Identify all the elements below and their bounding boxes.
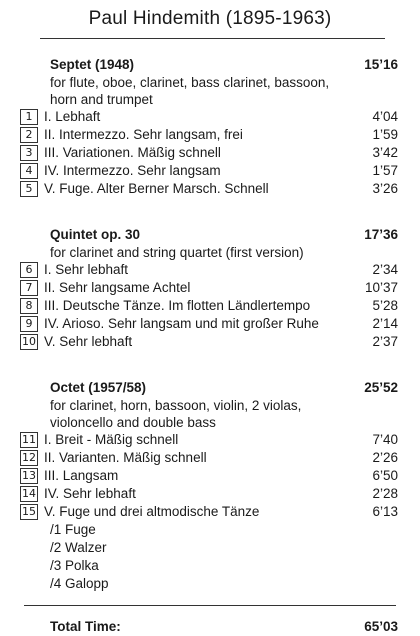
track-row[interactable] [20, 503, 400, 521]
total-time-row [20, 618, 400, 636]
total-divider [24, 605, 396, 606]
track-row[interactable] [20, 485, 400, 503]
work-instrumentation: horn and trumpet [50, 92, 153, 107]
track-duration: 1’57 [372, 163, 398, 178]
track-number: 10 [22, 335, 36, 348]
track-title: II. Intermezzo. Sehr langsam, frei [44, 127, 243, 142]
track-title: IV. Sehr lebhaft [44, 486, 136, 501]
track-duration: 6’50 [372, 468, 398, 483]
sub-movement: /1 Fuge [50, 522, 96, 537]
track-duration: 7’40 [372, 432, 398, 447]
work-instrumentation: for flute, oboe, clarinet, bass clarinet, bassoon, [50, 75, 330, 90]
work-duration: 25’52 [364, 380, 398, 395]
track-title: II. Varianten. Mäßig schnell [44, 450, 207, 465]
title-divider [40, 38, 385, 39]
track-number: 2 [20, 127, 38, 143]
work-header [20, 226, 400, 244]
work-instrumentation: for clarinet and string quartet (first version) [50, 245, 304, 260]
track-duration: 6’13 [372, 504, 398, 519]
track-row[interactable] [20, 467, 400, 485]
track-row[interactable] [20, 162, 400, 180]
track-duration: 2’37 [372, 334, 398, 349]
track-title: III. Deutsche Tänze. Im flotten Ländlertempo [44, 298, 311, 313]
track-duration: 4’04 [372, 109, 398, 124]
track-row[interactable] [20, 261, 400, 279]
sub-movement: /4 Galopp [50, 576, 109, 591]
track-row[interactable] [20, 126, 400, 144]
work-duration: 15’16 [364, 57, 398, 72]
work-instrumentation: for clarinet, horn, bassoon, violin, 2 violas, [50, 398, 302, 413]
section-gap [20, 198, 400, 212]
track-title: II. Sehr langsame Achtel [44, 280, 191, 295]
sub-movement: /3 Polka [50, 558, 99, 573]
track-number: 3 [20, 145, 38, 161]
track-number: 11 [22, 433, 36, 446]
track-number: 9 [20, 316, 38, 332]
track-row[interactable] [20, 108, 400, 126]
track-row[interactable] [20, 297, 400, 315]
track-duration: 1’59 [372, 127, 398, 142]
track-row[interactable] [20, 315, 400, 333]
track-title: IV. Intermezzo. Sehr langsam [44, 163, 221, 178]
sub-movement: /2 Walzer [50, 540, 107, 555]
track-number: 14 [22, 487, 36, 500]
total-label: Total Time: [50, 619, 121, 634]
track-duration: 2’26 [372, 450, 398, 465]
track-row[interactable] [20, 279, 400, 297]
work-header [20, 379, 400, 397]
track-number: 12 [22, 451, 36, 464]
track-duration: 10’37 [364, 280, 398, 295]
track-title: V. Fuge und drei altmodische Tänze [44, 504, 260, 519]
track-number: 4 [20, 163, 38, 179]
track-row[interactable] [20, 449, 400, 467]
track-title: IV. Arioso. Sehr langsam und mit großer Ruhe [44, 316, 319, 331]
page-title: Paul Hindemith (1895-1963) [88, 8, 332, 29]
work-octet [20, 379, 400, 593]
work-title: Quintet op. 30 [50, 227, 141, 242]
work-duration: 17’36 [364, 227, 398, 242]
track-title: III. Variationen. Mäßig schnell [44, 145, 221, 160]
work-quintet [20, 226, 400, 351]
track-title: I. Breit - Mäßig schnell [44, 432, 179, 447]
track-row[interactable] [20, 431, 400, 449]
track-title: V. Fuge. Alter Berner Marsch. Schnell [44, 181, 269, 196]
work-title: Octet (1957/58) [50, 380, 147, 395]
track-duration: 2’28 [372, 486, 398, 501]
track-duration: 2’34 [372, 262, 398, 277]
track-duration: 2’14 [372, 316, 398, 331]
track-row[interactable] [20, 333, 400, 351]
track-number: 5 [20, 181, 38, 197]
track-title: I. Sehr lebhaft [44, 262, 129, 277]
track-number: 1 [20, 109, 38, 125]
track-duration: 3’42 [372, 145, 398, 160]
track-row[interactable] [20, 144, 400, 162]
track-row[interactable] [20, 180, 400, 198]
tracklist [20, 42, 400, 636]
work-septet [20, 56, 400, 198]
section-gap [20, 351, 400, 365]
total-duration: 65’03 [364, 619, 398, 634]
track-title: V. Sehr lebhaft [44, 334, 133, 349]
track-duration: 3’26 [372, 181, 398, 196]
track-title: III. Langsam [44, 468, 119, 483]
work-title: Septet (1948) [50, 57, 135, 72]
track-number: 6 [20, 262, 38, 278]
track-number: 7 [20, 280, 38, 296]
track-number: 8 [20, 298, 38, 314]
track-number: 15 [22, 505, 36, 518]
work-header [20, 56, 400, 74]
track-duration: 5’28 [372, 298, 398, 313]
work-instrumentation: violoncello and double bass [50, 415, 216, 430]
track-number: 13 [22, 469, 36, 482]
track-title: I. Lebhaft [44, 109, 101, 124]
